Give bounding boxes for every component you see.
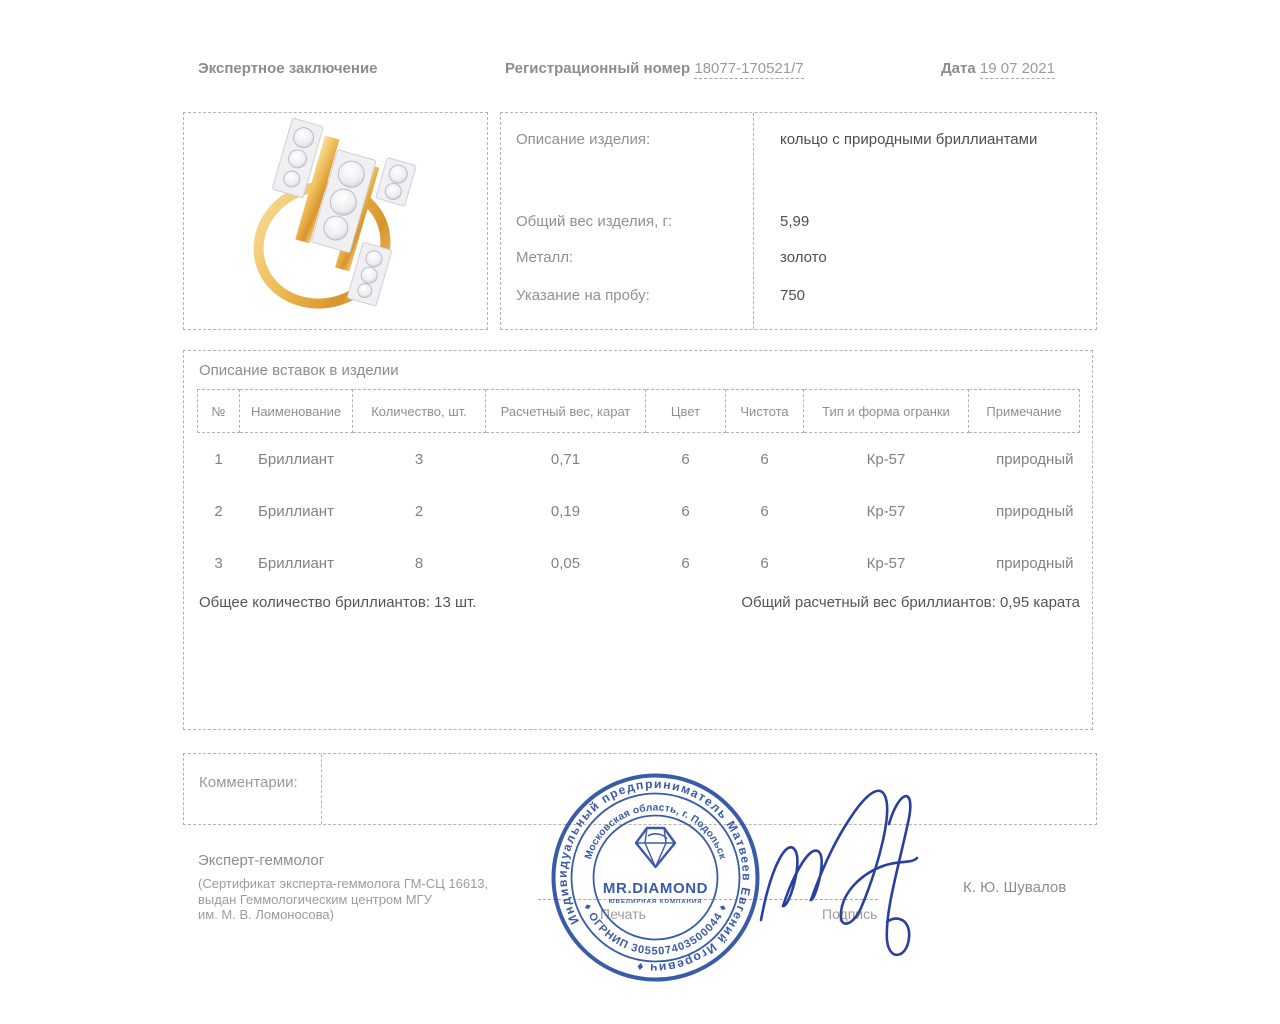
description-row [516, 249, 1086, 267]
registration-label: Регистрационный номер [505, 60, 691, 77]
table-row [198, 433, 1080, 486]
col-header: № [198, 390, 240, 433]
col-header: Цвет [646, 390, 726, 433]
cell: природный [996, 502, 1074, 520]
field-value: кольцо с природными бриллиантами [780, 131, 1038, 148]
cell: 6 [760, 502, 769, 520]
product-description [500, 112, 1097, 330]
field-value: золото [780, 249, 827, 266]
table-row [198, 537, 1080, 589]
signature-caption: Подпись [822, 906, 878, 922]
cell: 0,05 [550, 554, 581, 572]
ring-photo [184, 113, 485, 327]
cell: 3 [214, 554, 223, 572]
cell: природный [996, 450, 1074, 468]
cell: Бриллиант [258, 502, 334, 520]
field-label: Металл: [516, 249, 574, 266]
description-row [516, 131, 1086, 149]
cell: 0,71 [550, 450, 581, 468]
date [941, 60, 1055, 77]
stamp-brand-subtitle: ювелирная компания [608, 899, 703, 905]
cell: 3 [414, 450, 424, 468]
col-header: Тип и форма огранки [804, 390, 969, 433]
cell: Кр-57 [866, 450, 906, 468]
description-row [516, 213, 1086, 231]
col-header: Примечание [969, 390, 1080, 433]
stamp-brand: MR.DIAMOND [602, 880, 709, 897]
cell: 2 [214, 502, 223, 520]
date-label: Дата [941, 60, 976, 77]
field-value: 750 [780, 287, 806, 304]
page-title: Экспертное заключение [198, 60, 378, 77]
field-value: 5,99 [780, 213, 810, 230]
cell: 6 [681, 554, 690, 572]
table-header-row [198, 390, 1080, 433]
cell: 6 [760, 554, 769, 572]
field-label: Описание изделия: [516, 131, 651, 148]
cell: 2 [414, 502, 424, 520]
cell: 8 [414, 554, 424, 572]
cell: 1 [214, 450, 223, 468]
col-header: Чистота [726, 390, 804, 433]
stamp-caption: Печать [600, 906, 646, 922]
inserts-table [197, 389, 1080, 589]
comments-label: Комментарии: [199, 774, 298, 791]
table-row [198, 485, 1080, 537]
cell: 6 [681, 502, 690, 520]
field-label: Общий вес изделия, г: [516, 213, 673, 230]
cell: природный [996, 554, 1074, 572]
cell: 6 [681, 450, 690, 468]
cell: 0,19 [550, 502, 581, 520]
product-photo-frame [183, 112, 488, 330]
stamp-ogrnip-text: ♦ ОГРНИП 305507403500044 ♦ [580, 901, 731, 958]
col-header: Наименование [240, 390, 353, 433]
registration-value: 18077-170521/7 [694, 60, 804, 77]
description-row [516, 287, 1086, 305]
total-count: Общее количество бриллиантов: 13 шт. [199, 594, 477, 611]
col-header: Расчетный вес, карат [486, 390, 646, 433]
field-label: Указание на пробу: [516, 287, 650, 304]
expert-name: К. Ю. Шувалов [963, 879, 1067, 896]
stamp-region-text: Московская область, г. Подольск [583, 802, 728, 861]
cell: Кр-57 [866, 502, 906, 520]
inserts-section [183, 350, 1093, 730]
inserts-section-title: Описание вставок в изделии [199, 362, 399, 379]
cell: Бриллиант [258, 450, 334, 468]
expert-title: Эксперт-геммолог [198, 852, 325, 869]
registration-number [505, 60, 804, 77]
diamond-icon [636, 828, 675, 867]
cell: 6 [760, 450, 769, 468]
expert-signature [753, 762, 983, 977]
totals-row [199, 594, 1080, 611]
company-stamp [548, 770, 763, 985]
date-value: 19 07 2021 [979, 60, 1055, 77]
col-header: Количество, шт. [353, 390, 486, 433]
comments-divider [321, 754, 322, 824]
expert-cert-line: им. М. В. Ломоносова) [198, 907, 334, 922]
expert-cert-line: (Сертификат эксперта-геммолога ГМ-СЦ 16613, [198, 876, 489, 891]
cell: Бриллиант [258, 554, 334, 572]
cell: Кр-57 [866, 554, 906, 572]
stamp-outer-text: Индивидуальный предприниматель Матвеев Евгений Игоревич ♦ [555, 776, 754, 976]
total-weight: Общий расчетный вес бриллиантов: 0,95 карата [741, 594, 1080, 611]
expert-cert-line: выдан Геммологическим центром МГУ [198, 891, 432, 907]
expert-info [198, 852, 528, 923]
